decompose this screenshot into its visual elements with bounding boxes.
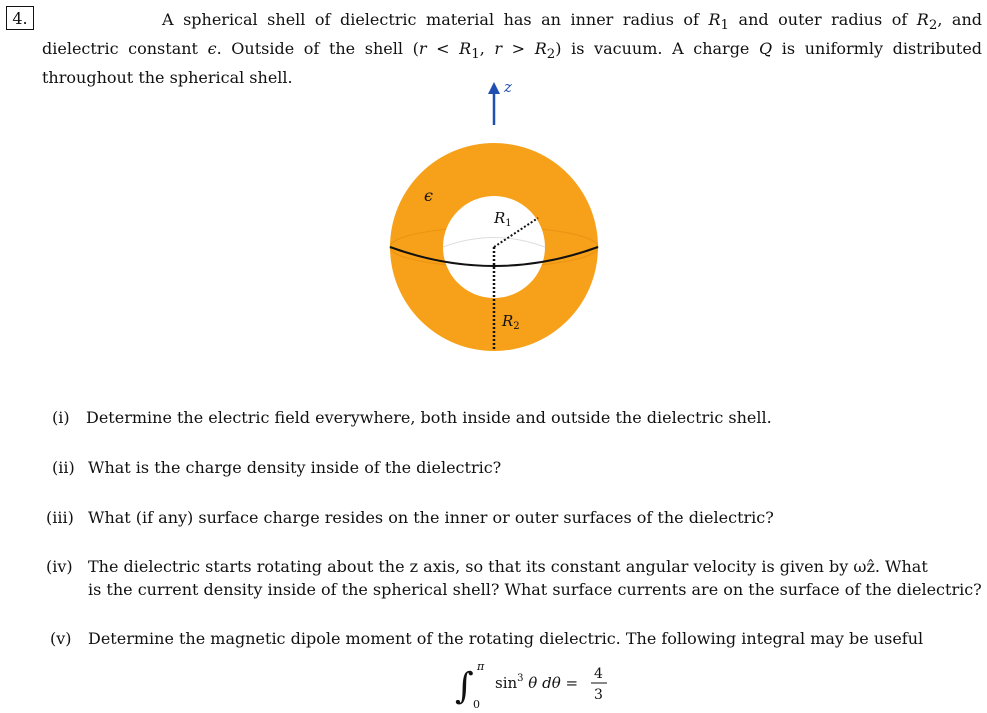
r2-label: $R_2$ bbox=[502, 312, 520, 332]
question-label: (iv) bbox=[46, 557, 73, 576]
spherical-shell-figure bbox=[380, 70, 610, 360]
fraction-numerator: 4 bbox=[594, 666, 603, 682]
question-text: The dielectric starts rotating about the z axis, so that its constant angular velocity is given by ωẑ. What bbox=[88, 557, 928, 576]
question-text: What is the charge density inside of the dielectric? bbox=[88, 458, 502, 477]
z-axis-arrowhead bbox=[488, 82, 500, 94]
question-text: Determine the electric field everywhere, both inside and outside the dielectric shell. bbox=[86, 408, 772, 427]
question-text: What (if any) surface charge resides on the inner or outer surfaces of the dielectric? bbox=[88, 508, 774, 527]
integral-sign: ∫ bbox=[455, 666, 474, 707]
question-label: (i) bbox=[52, 408, 70, 427]
problem-statement: A spherical shell of dielectric material has an inner radius of $R_1$ and outer radius of $R_2$, and dielectric constant ϵ. Outside of the shell ($r < R_1$, $r > R_2$) is vacuum. A charge Q is uniformly distributed throughout the spherical shell. bbox=[42, 10, 983, 88]
epsilon-label: ϵ bbox=[424, 186, 433, 205]
z-axis-label: z bbox=[504, 78, 512, 96]
question-text: Determine the magnetic dipole moment of the rotating dielectric. The following integral may be useful bbox=[88, 629, 924, 648]
integral-lower-limit: 0 bbox=[473, 698, 480, 710]
integral-formula bbox=[455, 658, 615, 710]
question-label: (ii) bbox=[52, 458, 75, 477]
question-label: (v) bbox=[50, 629, 72, 648]
fraction-denominator: 3 bbox=[594, 687, 603, 703]
integrand: $\sin^3 \theta$ dθ = bbox=[495, 673, 579, 692]
question-label: (iii) bbox=[46, 508, 74, 527]
problem-number: 4. bbox=[6, 6, 34, 30]
integral-upper-limit: π bbox=[477, 660, 485, 673]
question-text: is the current density inside of the spherical shell? What surface currents are on the surface of the dielectric? bbox=[88, 580, 982, 599]
r1-label: $R_1$ bbox=[494, 209, 512, 229]
